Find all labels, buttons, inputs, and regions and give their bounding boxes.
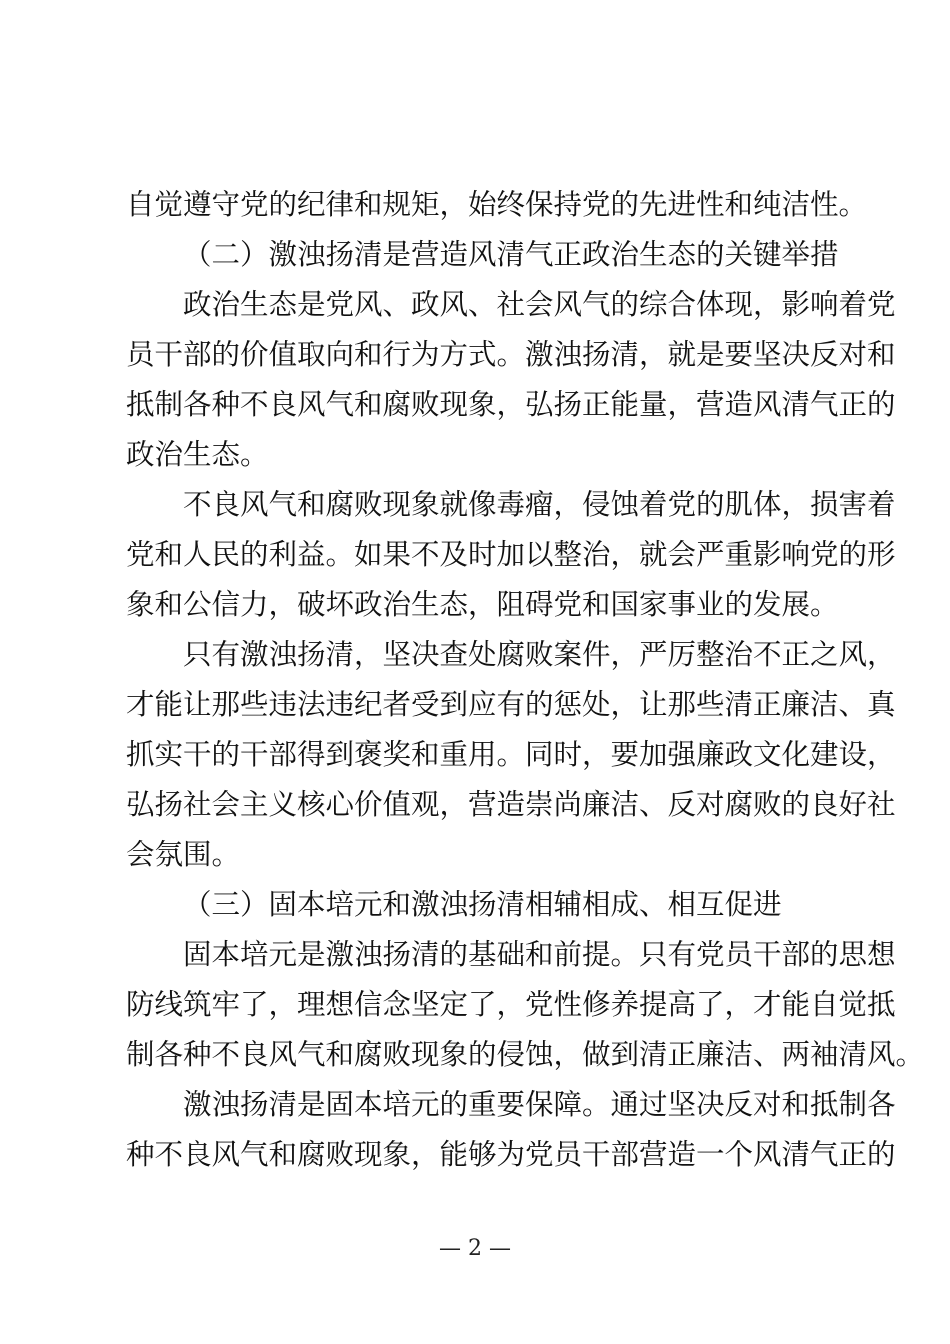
text-line: 自觉遵守党的纪律和规矩，始终保持党的先进性和纯洁性。 xyxy=(126,188,868,221)
text-line: 制各种不良风气和腐败现象的侵蚀，做到清正廉洁、两袖清风。 xyxy=(126,1038,925,1071)
text-line: 抓实干的干部得到褒奖和重用。同时，要加强廉政文化建设， xyxy=(126,738,896,771)
text-line: 激浊扬清是固本培元的重要保障。通过坚决反对和抵制各 xyxy=(183,1088,896,1121)
page-number: — 2 — xyxy=(439,1236,511,1261)
text-line: 员干部的价值取向和行为方式。激浊扬清，就是要坚决反对和 xyxy=(126,338,896,371)
text-line: 象和公信力，破坏政治生态，阻碍党和国家事业的发展。 xyxy=(126,588,839,621)
section-heading: （二）激浊扬清是营造风清气正政治生态的关键举措 xyxy=(183,238,839,271)
text-line: 固本培元是激浊扬清的基础和前提。只有党员干部的思想 xyxy=(183,938,896,971)
text-line: 党和人民的利益。如果不及时加以整治，就会严重影响党的形 xyxy=(126,538,896,571)
text-line: 抵制各种不良风气和腐败现象，弘扬正能量，营造风清气正的 xyxy=(126,388,896,421)
text-line: 防线筑牢了，理想信念坚定了，党性修养提高了，才能自觉抵 xyxy=(126,988,896,1021)
text-line: 种不良风气和腐败现象，能够为党员干部营造一个风清气正的 xyxy=(126,1138,896,1171)
section-heading: （三）固本培元和激浊扬清相辅相成、相互促进 xyxy=(183,888,782,921)
text-line: 政治生态。 xyxy=(126,438,269,471)
text-line: 政治生态是党风、政风、社会风气的综合体现，影响着党 xyxy=(183,288,896,321)
text-line: 才能让那些违法违纪者受到应有的惩处，让那些清正廉洁、真 xyxy=(126,688,896,721)
text-line: 弘扬社会主义核心价值观，营造崇尚廉洁、反对腐败的良好社 xyxy=(126,788,896,821)
text-line: 会氛围。 xyxy=(126,838,241,871)
text-line: 不良风气和腐败现象就像毒瘤，侵蚀着党的肌体，损害着 xyxy=(183,488,896,521)
body-text xyxy=(126,180,925,1180)
text-line: 只有激浊扬清，坚决查处腐败案件，严厉整治不正之风， xyxy=(183,638,896,671)
